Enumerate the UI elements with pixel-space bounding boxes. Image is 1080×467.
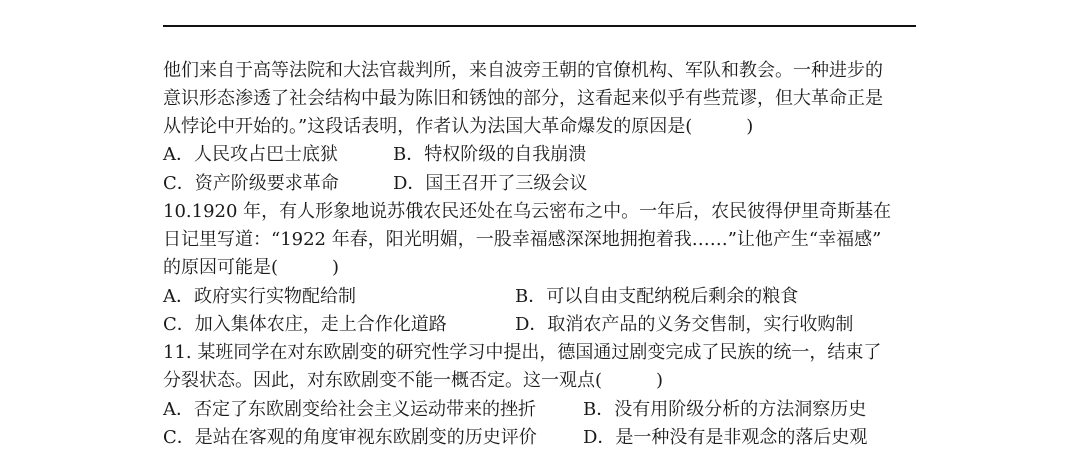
q11-stem-line-1: 11. 某班同学在对东欧剧变的研究性学习中提出，德国通过剧变完成了民族的统一，结束了 (163, 342, 882, 363)
q9-option-c: C．资产阶级要求革命 (163, 173, 339, 194)
q9-option-a: A．人民攻占巴士底狱 (163, 144, 338, 165)
q10-option-b: B．可以自由支配纳税后剩余的粮食 (515, 286, 799, 307)
q10-stem-line-3: 的原因可能是( ) (163, 257, 340, 278)
q10-option-c: C．加入集体农庄，走上合作化道路 (163, 314, 447, 335)
q10-option-d: D．取消农产品的义务交售制，实行收购制 (515, 314, 854, 335)
q10-stem-line-1: 10.1920 年，有人形象地说苏俄农民还处在乌云密布之中。一年后，农民彼得伊里奇斯基在 (163, 201, 892, 222)
q11-option-a: A．否定了东欧剧变给社会主义运动带来的挫折 (163, 399, 536, 420)
q10-stem-line-2: 日记里写道：“1922 年春，阳光明媚，一股幸福感深深地拥抱着我……”让他产生“幸福感” (163, 229, 882, 250)
q9-option-d: D．国王召开了三级会议 (393, 173, 588, 194)
q11-option-c: C．是站在客观的角度审视东欧剧变的历史评价 (163, 427, 537, 448)
q11-option-d: D．是一种没有是非观念的落后史观 (583, 427, 868, 448)
q9-option-b: B．特权阶级的自我崩溃 (393, 144, 587, 165)
q11-option-b: B．没有用阶级分析的方法洞察历史 (583, 399, 867, 420)
passage-line-2: 意识形态渗透了社会结构中最为陈旧和锈蚀的部分，这看起来似乎有些荒谬，但大革命正是 (163, 88, 883, 109)
q10-option-a: A．政府实行实物配给制 (163, 286, 356, 307)
q11-stem-line-2: 分裂状态。因此，对东欧剧变不能一概否定。这一观点( ) (163, 370, 664, 391)
passage-line-3: 从悖论中开始的。”这段话表明，作者认为法国大革命爆发的原因是( ) (163, 116, 754, 137)
top-divider (163, 25, 916, 27)
passage-line-1: 他们来自于高等法院和大法官裁判所，来自波旁王朝的官僚机构、军队和教会。一种进步的 (163, 60, 883, 81)
